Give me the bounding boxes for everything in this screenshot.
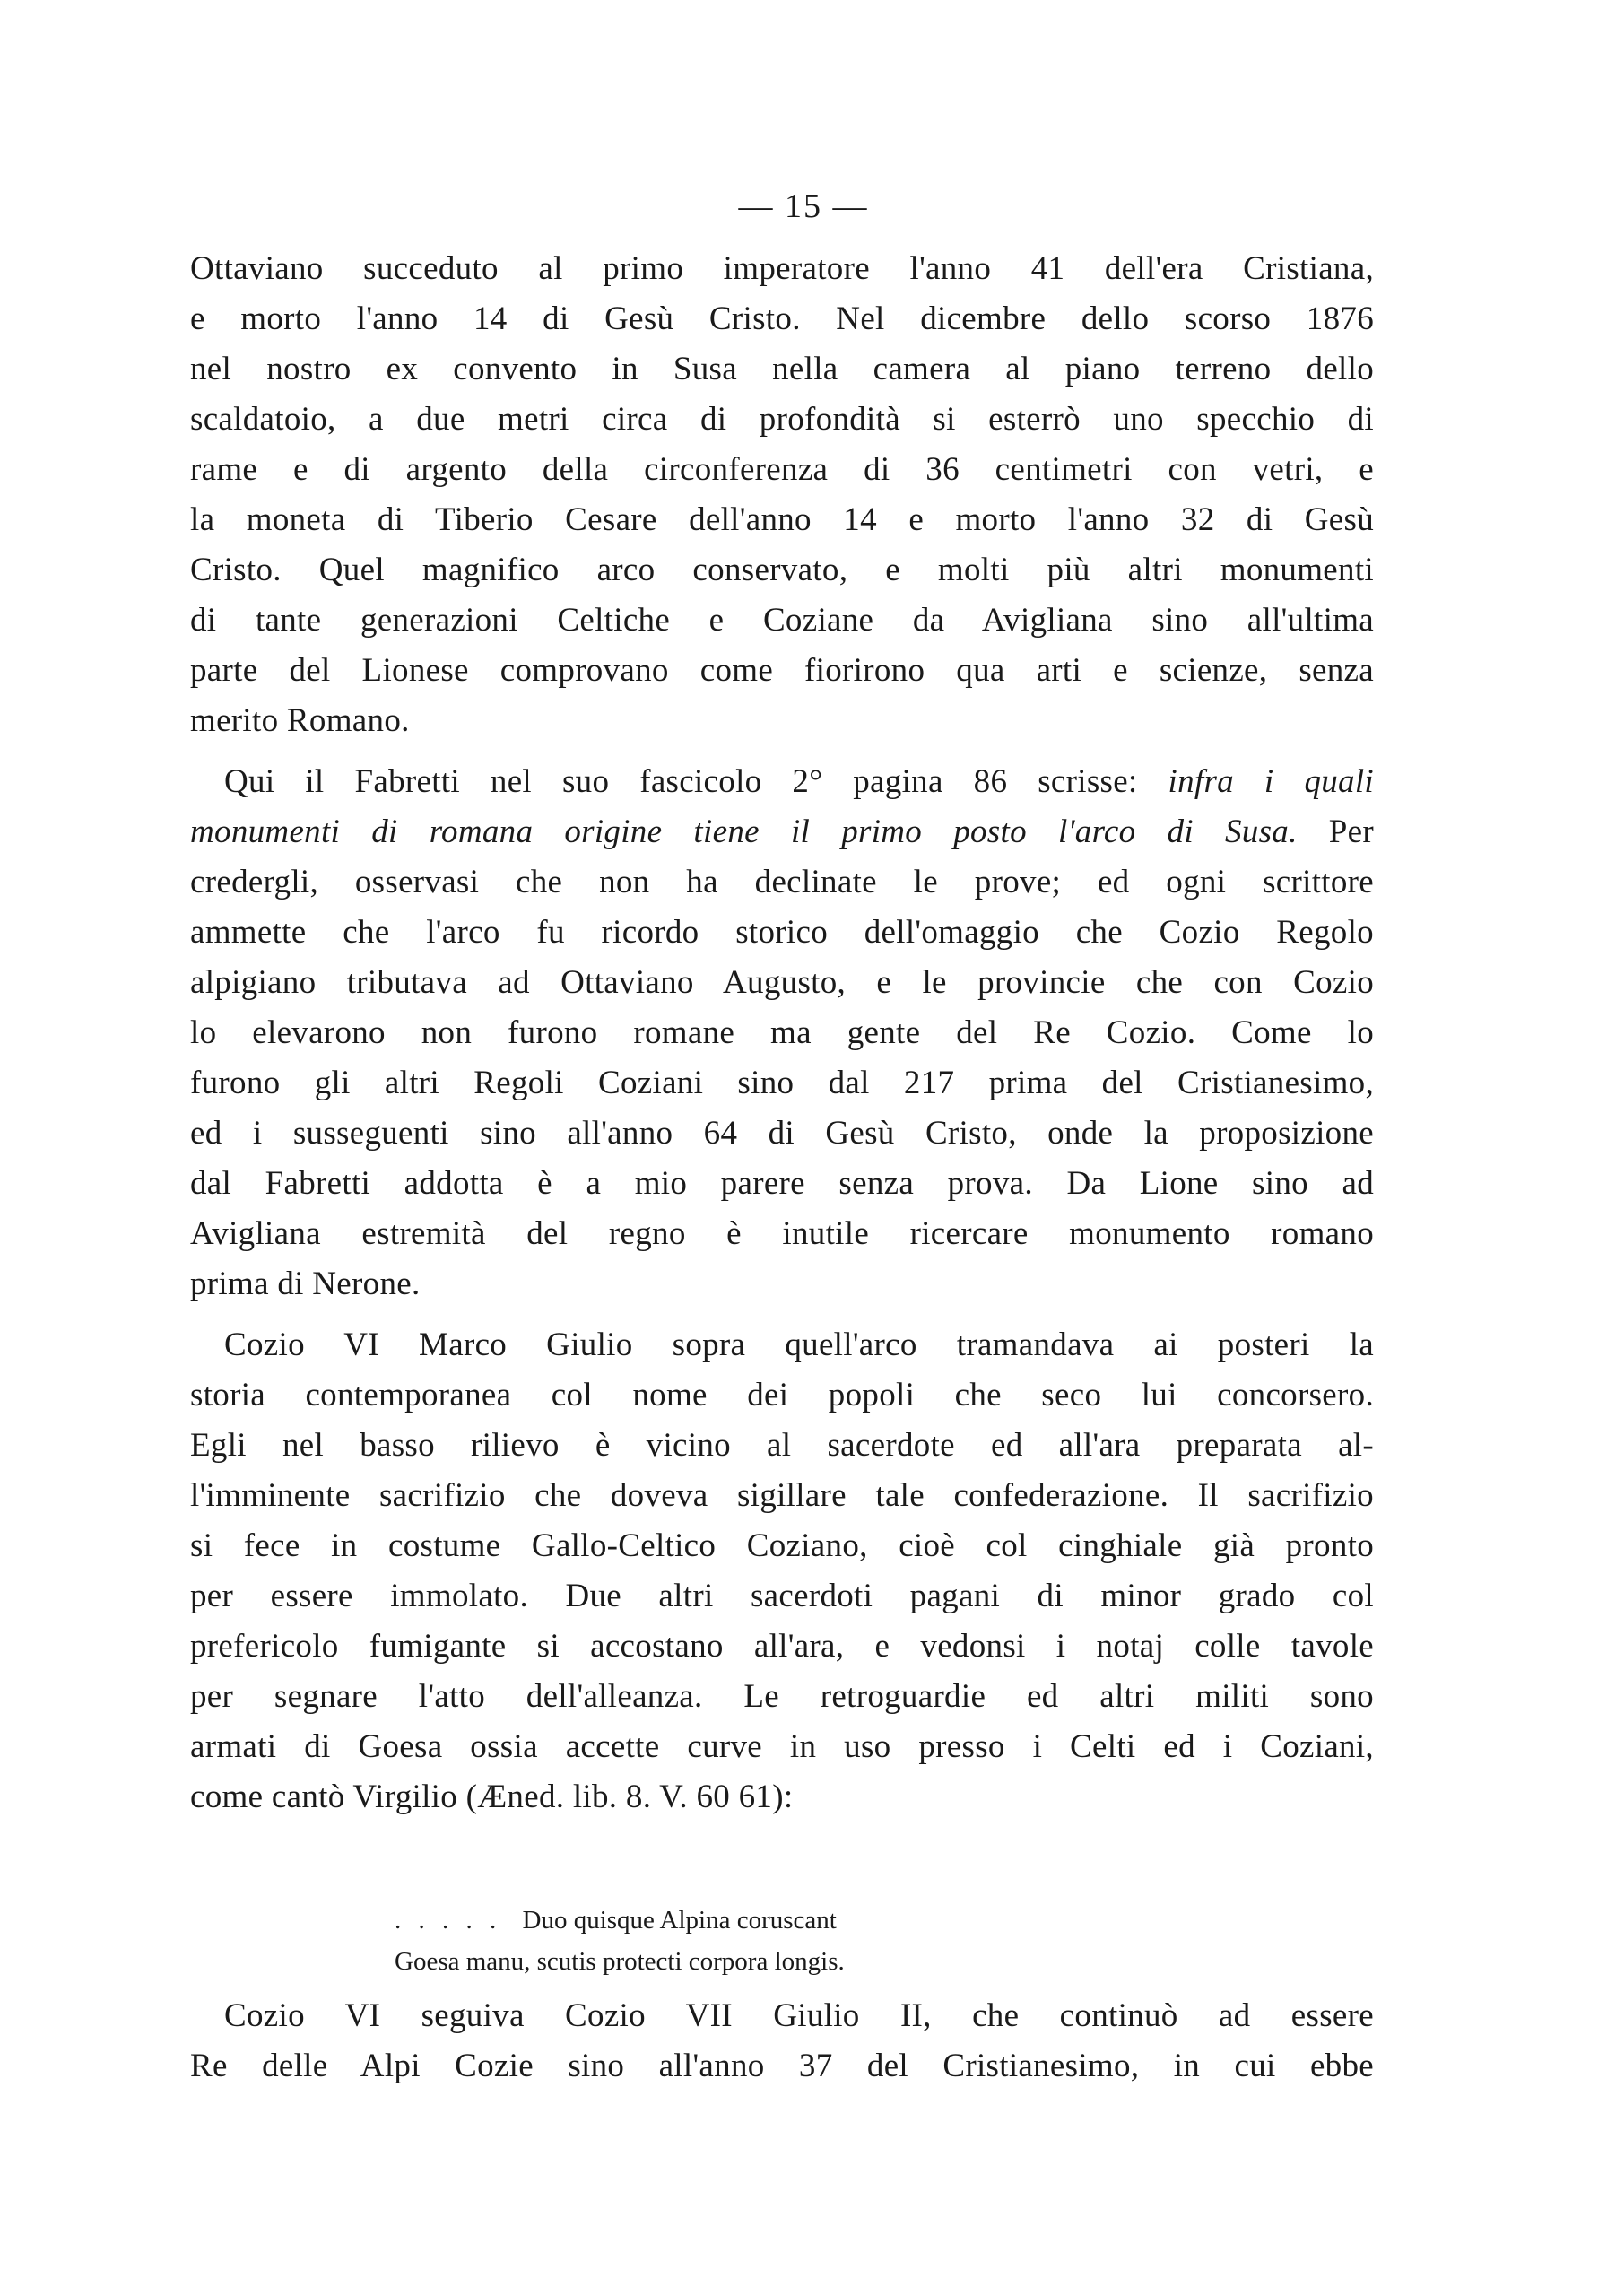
text-line: storia contemporanea col nome dei popoli che seco lui concorsero. [190,1377,1374,1413]
line-text: Qui il Fabretti nel suo fascicolo 2° pagina 86 scrisse: [224,763,1138,800]
text-line: per essere immolato. Due altri sacerdoti pagani di minor grado col [190,1578,1374,1614]
text-line: furono gli altri Regoli Coziani sino dal 217 prima del Cristianesimo, [190,1065,1374,1101]
text-line: merito Romano. [190,702,410,739]
text-line: armati di Goesa ossia accette curve in uso presso i Celti ed i Coziani, [190,1728,1374,1765]
text-line: ammette che l'arco fu ricordo storico dell'omaggio che Cozio Regolo [190,914,1374,951]
text-line: come cantò Virgilio (Æned. lib. 8. V. 60 61): [190,1779,794,1815]
text-line: l'imminente sacrifizio che doveva sigillare tale confederazione. Il sacrifizio [190,1477,1374,1514]
paragraph-3 [190,1320,1374,1822]
ellipsis-dots: . . . . . [395,1906,502,1935]
verse-line: Goesa manu, scutis protecti corpora longis. [395,1947,845,1976]
text-line: si fece in costume Gallo-Celtico Coziano, cioè col cinghiale già pronto [190,1527,1374,1564]
line-text: Per [1328,813,1374,850]
text-line [190,807,1374,857]
text-line: prima di Nerone. [190,1265,421,1302]
text-line: prefericolo fumigante si accostano all'ara, e vedonsi i notaj colle tavole [190,1628,1374,1665]
text-line: nel nostro ex convento in Susa nella camera al piano terreno dello [190,351,1374,387]
text-line: scaldatoio, a due metri circa di profondità si esterrò uno specchio di [190,401,1374,438]
paragraph-2 [190,757,1374,1309]
text-line: dal Fabretti addotta è a mio parere senza prova. Da Lione sino ad [190,1165,1374,1202]
text-line: la moneta di Tiberio Cesare dell'anno 14 e morto l'anno 32 di Gesù [190,501,1374,538]
text-line: Re delle Alpi Cozie sino all'anno 37 del Cristianesimo, in cui ebbe [190,2048,1374,2084]
text-line: rame e di argento della circonferenza di 36 centimetri con vetri, e [190,451,1374,488]
italic-quote: monumenti di romana origine tiene il primo posto l'arco di Susa. [190,813,1298,850]
verse-quotation [395,1900,1112,1982]
paragraph-4 [190,1991,1374,2092]
text-line: lo elevarono non furono romane ma gente del Re Cozio. Come lo [190,1014,1374,1051]
body-text [190,244,1374,1822]
verse-line [395,1900,1112,1941]
text-line: alpigiano tributava ad Ottaviano Augusto, e le provincie che con Cozio [190,964,1374,1001]
text-line: Cristo. Quel magnifico arco conservato, e molti più altri monumenti [190,552,1374,588]
text-line: credergli, osservasi che non ha declinate le prove; ed ogni scrittore [190,864,1374,900]
paragraph-1 [190,244,1374,746]
text-line: Cozio VI seguiva Cozio VII Giulio II, che continuò ad essere [224,1997,1374,2034]
page-number: — 15 — [738,187,869,225]
text-line: Egli nel basso rilievo è vicino al sacerdote ed all'ara preparata al- [190,1427,1374,1464]
text-line: di tante generazioni Celtiche e Coziane da Avigliana sino all'ultima [190,602,1374,639]
text-line: e morto l'anno 14 di Gesù Cristo. Nel dicembre dello scorso 1876 [190,300,1374,337]
text-line: ed i susseguenti sino all'anno 64 di Gesù Cristo, onde la proposizione [190,1115,1374,1152]
text-line: Avigliana estremità del regno è inutile ricercare monumento romano [190,1215,1374,1252]
text-line: Cozio VI Marco Giulio sopra quell'arco tramandava ai posteri la [224,1326,1374,1363]
text-line: parte del Lionese comprovano come fiorirono qua arti e scienze, senza [190,652,1374,689]
italic-quote: infra i quali [1168,763,1375,800]
text-line: per segnare l'atto dell'alleanza. Le retroguardie ed altri militi sono [190,1678,1374,1715]
text-line [190,757,1374,807]
verse-text: Duo quisque Alpina coruscant [522,1906,837,1935]
text-line: Ottaviano succeduto al primo imperatore l'anno 41 dell'era Cristiana, [190,250,1374,287]
